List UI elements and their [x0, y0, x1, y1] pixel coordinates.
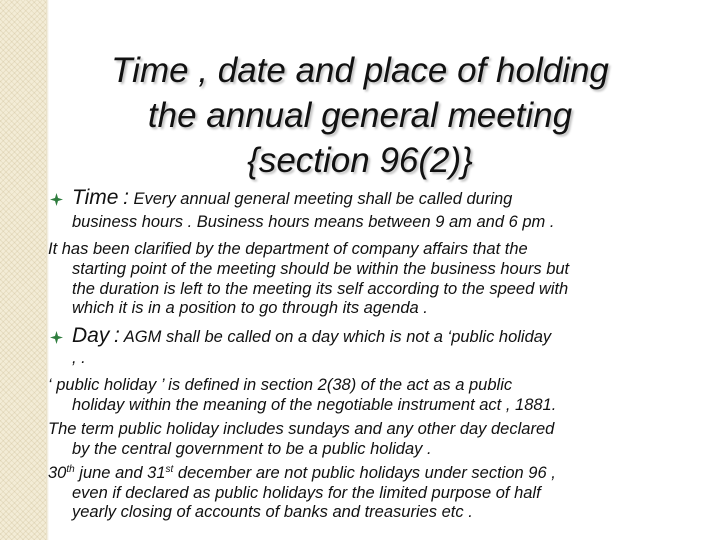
day-para3-mid: june and 31 — [74, 464, 166, 482]
day-bullet-line — [72, 326, 551, 347]
day-heading: Day — [72, 324, 110, 347]
time-lead: Every annual general meeting shall be called during — [133, 190, 513, 208]
time-colon: : — [123, 186, 129, 209]
day-para2-line-1: The term public holiday includes sundays and any other day declared — [48, 420, 555, 438]
day-para3-line-3: yearly closing of accounts of banks and treasuries etc . — [72, 503, 473, 521]
time-para-line-4: which it is in a position to go through its agenda . — [72, 299, 428, 317]
title-line-2: the annual general meeting — [147, 96, 573, 135]
time-para-line-2: starting point of the meeting should be within the business hours but — [72, 260, 570, 278]
day-tail: , . — [72, 349, 86, 367]
title-line-1: Time , date and place of holding — [111, 51, 609, 90]
day-lead: AGM shall be called on a day which is not a ‘public holiday — [123, 328, 552, 346]
day-para3-n1: 30 — [48, 464, 67, 482]
day-para2-line-2: by the central government to be a public holiday . — [72, 440, 432, 458]
time-heading: Time — [72, 186, 119, 209]
day-para3-line-2: even if declared as public holidays for the limited purpose of half — [72, 484, 541, 502]
diamond-bullet-icon — [50, 193, 63, 206]
diamond-bullet-icon — [50, 331, 63, 344]
day-para1-line-2: holiday within the meaning of the negotiable instrument act , 1881. — [72, 396, 557, 414]
day-colon: : — [113, 324, 120, 347]
time-bullet-line — [72, 188, 512, 209]
day-para3-sup2: st — [165, 464, 174, 475]
day-para3-sup1: th — [66, 464, 75, 475]
day-para1-line-1: ‘ public holiday ’ is defined in section 2(38) of the act as a public — [48, 376, 513, 394]
time-para-line-3: the duration is left to the meeting its self according to the speed with — [72, 280, 569, 298]
slide-title — [40, 48, 680, 183]
time-para-line-1: It has been clarified by the department of company affairs that the — [48, 240, 528, 258]
day-para3-rest: december are not public holidays under section 96 , — [173, 464, 556, 482]
title-line-3: {section 96(2)} — [247, 141, 473, 180]
time-line-2: business hours . Business hours means between 9 am and 6 pm . — [72, 213, 555, 231]
day-para3-line-1 — [48, 463, 556, 483]
